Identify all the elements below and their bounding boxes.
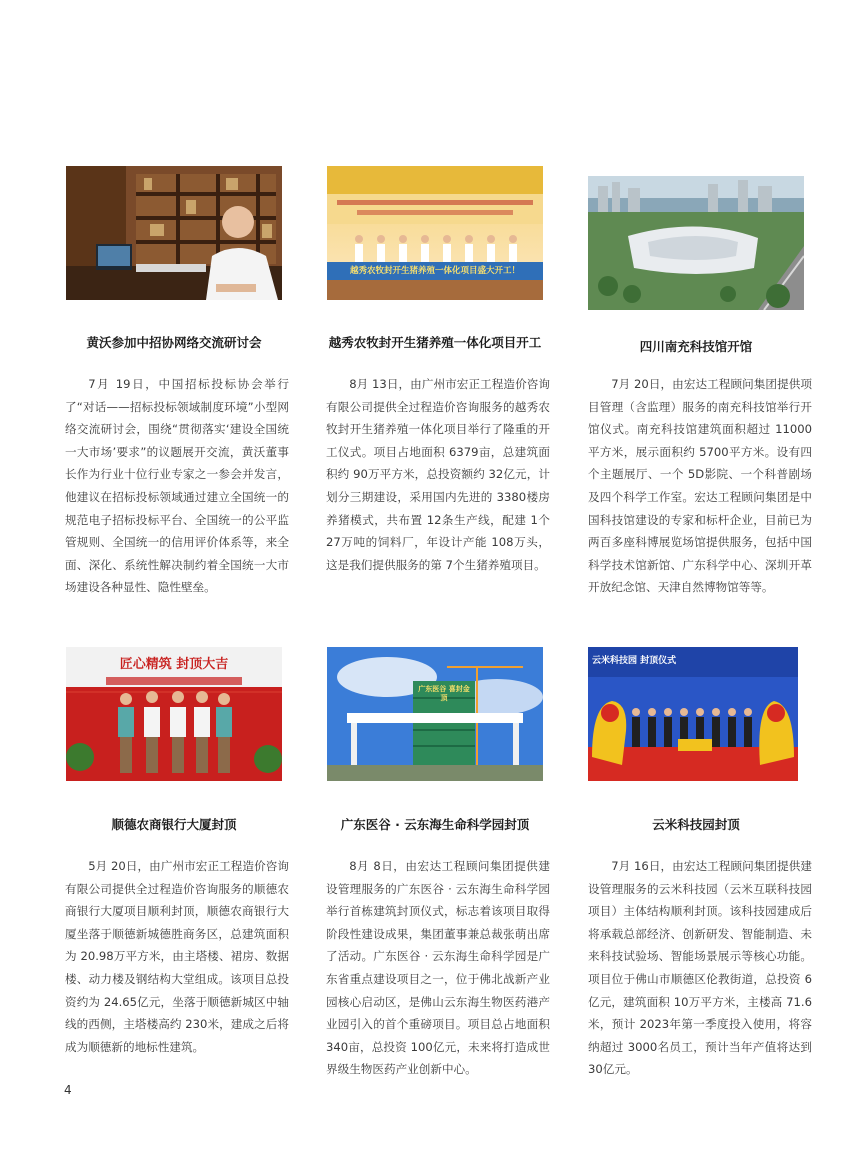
article-body: 8月 8日，由宏达工程顾问集团提供建设管理服务的广东医谷 · 云东海生命科学园举行首栋建筑封顶仪式，标志着该项目取得阶段性建设成果，集团董事兼总裁张萌出席了活动。广东医谷 · 云东海生命科学园是广东省重点建设项目之一，位于佛北战新产业园核心启动区，是佛山云东海生物医药港产业园引入的首个重磅项目。项目总占地面积 340亩，总投资 100亿元，未来将打造成世界级生物医药产业创新中心。 (326, 859, 550, 1077)
article-title: 广东医谷 · 云东海生命科学园封顶 (340, 817, 530, 832)
image-banner-text: 匠心精筑 封顶大吉 (119, 657, 229, 672)
article-body: 5月 20日，由广州市宏正工程造价咨询有限公司提供全过程造价咨询服务的顺德农商银行大厦项目顺利封顶，顺德农商银行大厦坐落于顺德新城德胜商务区，总建筑面积为 20.98万平方米，由主塔楼、裙房、数据楼、动力楼及钢结构大堂组成。该项目总投资约为 24.65亿元，坐落于顺德新城区中轴线的西侧，主塔楼高约 230米，建成之后将成为顺德新的地标性建筑。 (65, 859, 289, 1054)
article-body: 7月 19日，中国招标投标协会举行了“对话——招标投标领域制度环境”小型网络交流研讨会，围绕“贯彻落实‘建设全国统一大市场’要求”的议题展开交流，黄沃董事长作为行业十位行业专家之一参会并发言，他建议在招标投标领域通过建立全国统一的规范电子招标投标平台、全国统一的公平监管规则、全国统一的信用评价体系等，来全面、深化、系统性解决制约着全国统一大市场建设各种显性、隐性壁垒。 (65, 377, 289, 595)
photo-science-museum-aerial (588, 176, 804, 310)
image-banner-text: 云米科技园 封顶仪式 (592, 656, 677, 666)
article-title: 顺德农商银行大厦封顶 (111, 817, 237, 832)
photo-lion-dance-ceremony (588, 647, 798, 781)
article-body: 7月 16日，由宏达工程顾问集团提供建设管理服务的云米科技园（云米互联科技园项目）主体结构顺利封顶。该科技园建成后将承载总部经济、创新研发、智能制造、未来科技试验场、智能场景展示等核心功能。项目位于佛山市顺德区伦教街道，总投资 6亿元，建筑面积 10万平方米，主楼高 71.6米，预计 2023年第一季度投入使用，将容纳超过 3000名员工，预计当年产值将达到 30亿元。 (588, 859, 812, 1077)
article-title: 四川南充科技馆开馆 (639, 339, 753, 354)
photo-construction-site (327, 647, 543, 781)
page-number: 4 (64, 1083, 72, 1097)
image-banner-text: 广东医谷 喜封金顶 (418, 685, 470, 702)
photo-video-conference (66, 166, 282, 300)
article-title: 黄沃参加中招协网络交流研讨会 (86, 335, 262, 350)
image-banner-text: 越秀农牧封开生猪养殖一体化项目盛大开工！ (349, 266, 520, 276)
photo-topping-out-group (66, 647, 282, 781)
article-title: 越秀农牧封开生猪养殖一体化项目开工 (328, 335, 542, 350)
article-title: 云米科技园封顶 (652, 817, 740, 832)
photo-groundbreaking-ceremony (327, 166, 543, 300)
article-body: 7月 20日，由宏达工程顾问集团提供项目管理（含监理）服务的南充科技馆举行开馆仪式。南充科技馆建筑面积超过 11000平方米，展示面积约 5700平方米。设有四个主题展厅、一个 5D影院、一个科普剧场及四个科学工作室。宏达工程顾问集团是中国科技馆建设的专家和标杆企业，目前已为两百多座科博展览场馆提供服务，包括中国科学技术馆新馆、广东科学中心、深圳开革开放纪念馆、天津自然博物馆等等。 (588, 377, 812, 595)
article-body: 8月 13日，由广州市宏正工程造价咨询有限公司提供全过程造价咨询服务的越秀农牧封开生猪养殖一体化项目举行了隆重的开工仪式。项目占地面积 6379亩，总建筑面积约 90万平方米，总投资额约 32亿元，计划分三期建设，采用国内先进的 3380楼房养猪模式，共布置 12条生产线，配建 1个 27万吨的饲料厂，年设计产能 108万头，这是我们提供服务的第 7个生猪养殖项目。 (326, 377, 550, 572)
